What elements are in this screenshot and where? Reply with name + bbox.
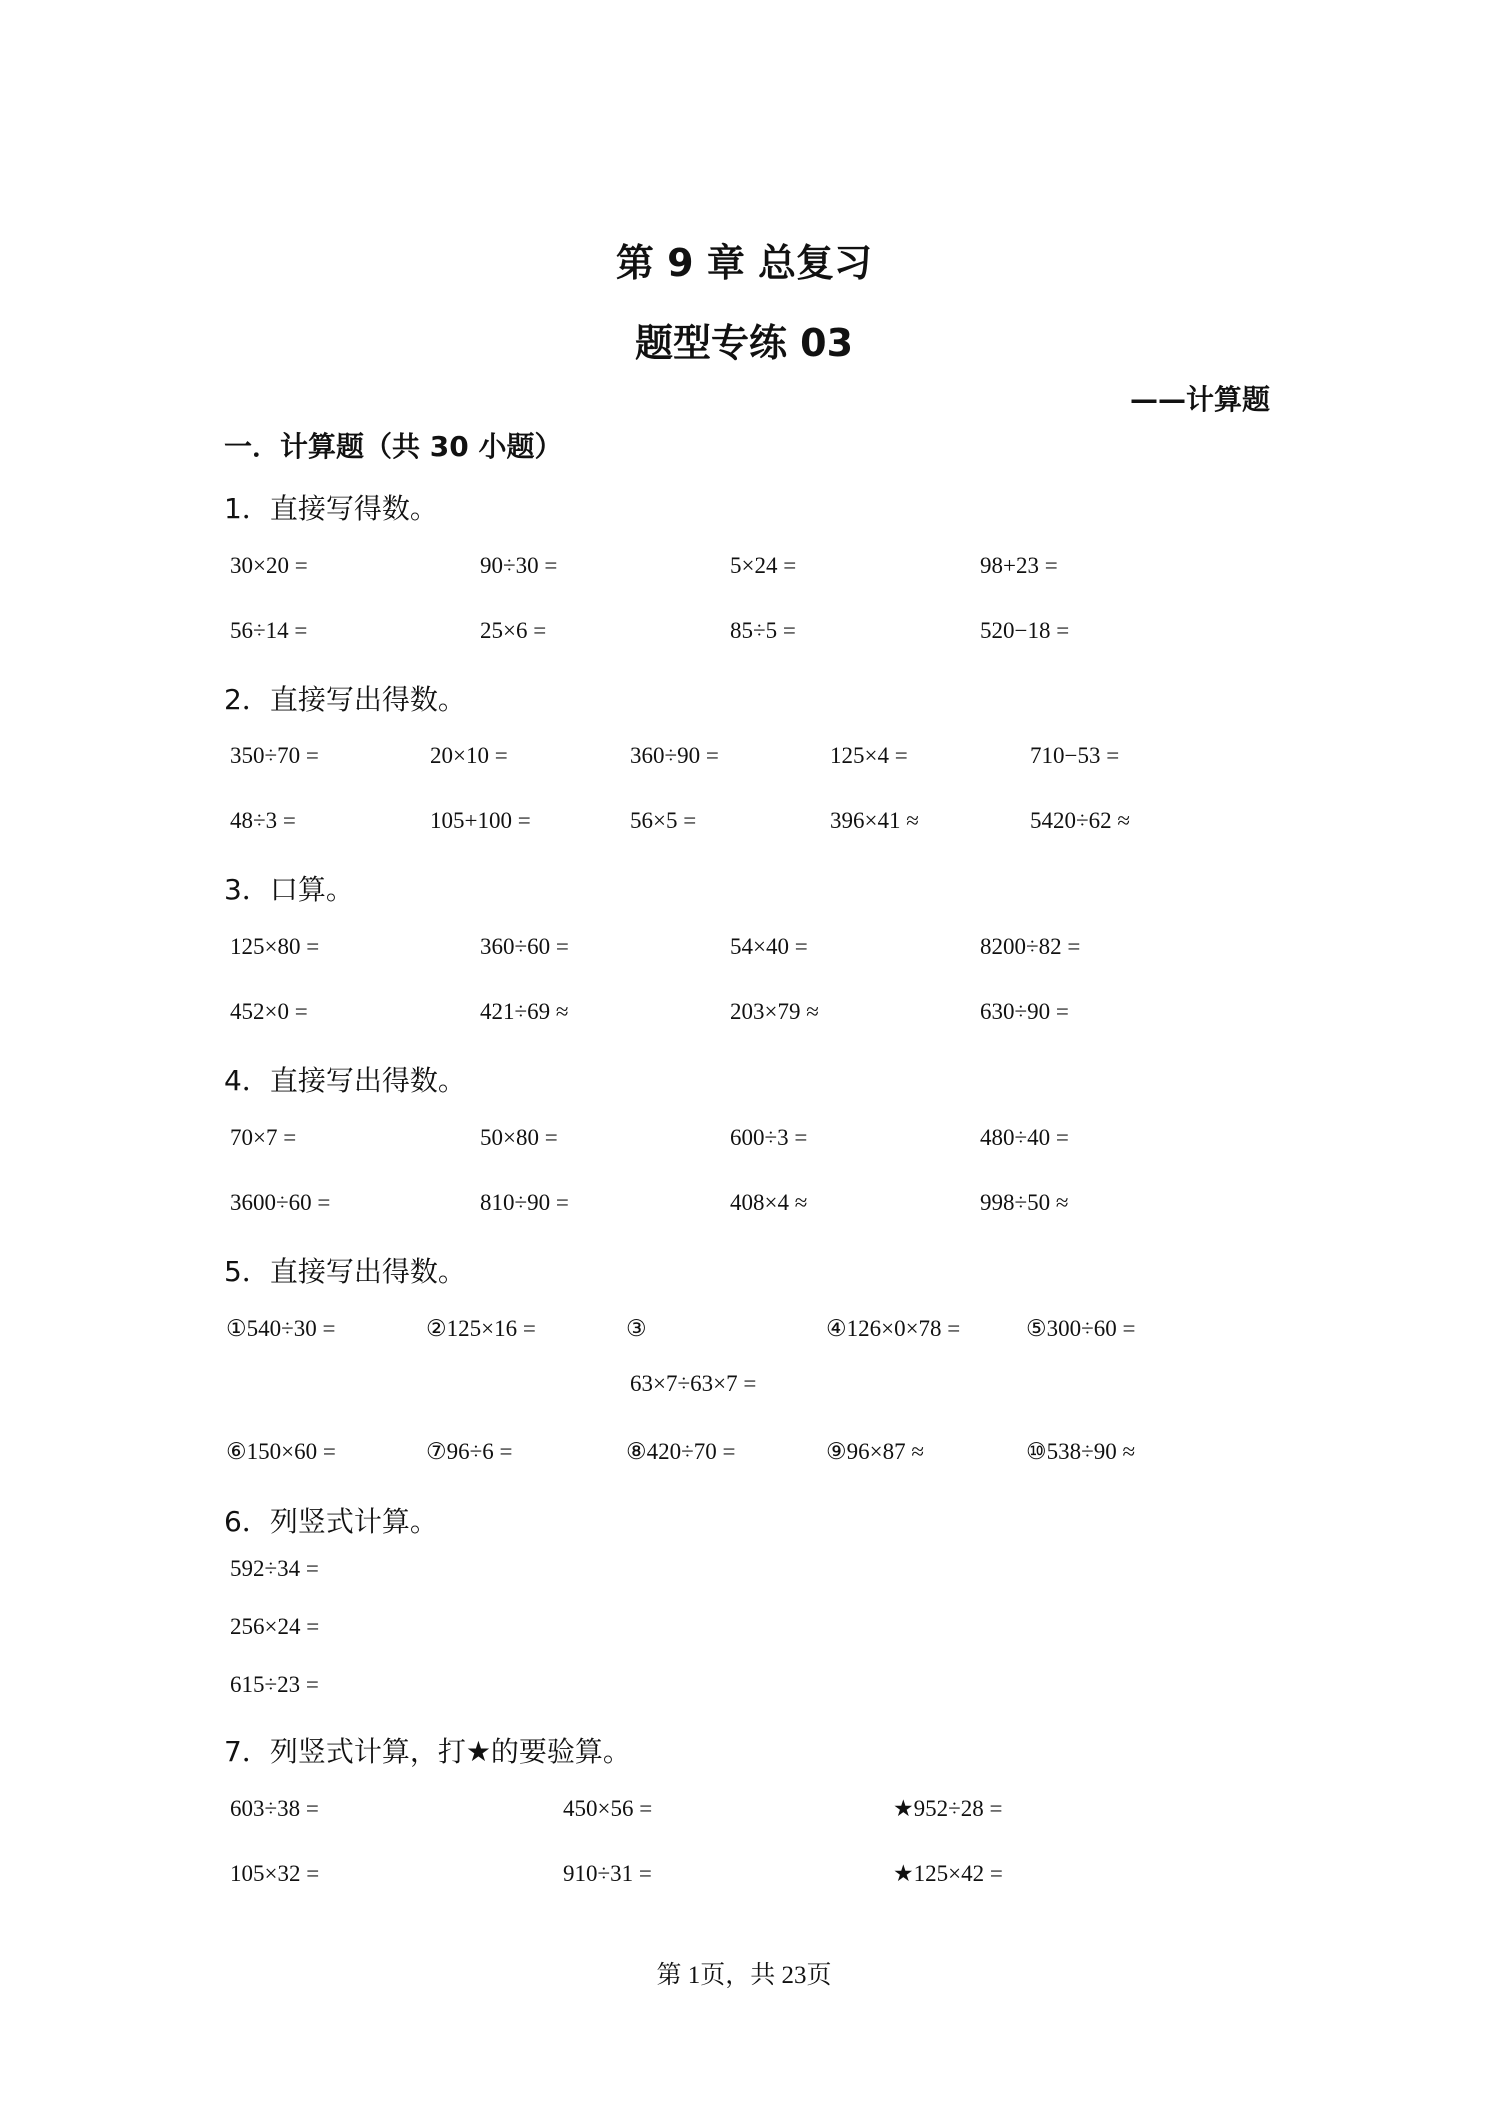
chapter-title: 第 9 章 总复习 [615,241,873,285]
expression: 350÷70 = [230,743,319,768]
question-4-label: 4．直接写出得数。 [224,1064,466,1097]
expression: 5×24 = [730,553,797,578]
expression: 48÷3 = [230,808,296,833]
expression: 450×56 = [563,1796,653,1821]
expression: 360÷60 = [480,934,569,959]
expression: 600÷3 = [730,1125,808,1150]
expression: 125×4 = [830,743,908,768]
expression: ②125×16 = [426,1316,536,1341]
expression: 98+23 = [980,553,1058,578]
expression: ⑩538÷90 ≈ [1026,1439,1136,1464]
expression: ⑦96÷6 = [426,1439,513,1464]
expression: ⑨96×87 ≈ [826,1439,924,1464]
expression: 630÷90 = [980,999,1069,1024]
expression: 480÷40 = [980,1125,1069,1150]
expression: ⑧420÷70 = [626,1439,736,1464]
expression: 396×41 ≈ [830,808,919,833]
expression: 998÷50 ≈ [980,1190,1069,1215]
expression: 710−53 = [1030,743,1120,768]
subtitle: ——计算题 [1129,383,1270,416]
expression: 910÷31 = [563,1861,652,1886]
question-1-label: 1．直接写得数。 [224,492,438,525]
expression: 90÷30 = [480,553,558,578]
expression: 105×32 = [230,1861,320,1886]
expression: 30×20 = [230,553,308,578]
expression: 5420÷62 ≈ [1030,808,1130,833]
expression: ①540÷30 = [226,1316,336,1341]
page-footer: 第 1页，共 23页 [656,1962,832,1989]
expression: 56×5 = [630,808,697,833]
question-5-label: 5．直接写出得数。 [224,1255,466,1288]
expression: 70×7 = [230,1125,297,1150]
expression: 63×7÷63×7 = [630,1371,757,1396]
expression: ⑤300÷60 = [1026,1316,1136,1341]
expression: 421÷69 ≈ [480,999,569,1024]
expression: ★952÷28 = [893,1796,1003,1821]
expression: 8200÷82 = [980,934,1081,959]
section-title: 一．计算题（共 30 小题） [224,430,563,463]
question-2-label: 2．直接写出得数。 [224,683,466,716]
expression: 256×24 = [230,1614,320,1639]
expression: 105+100 = [430,808,531,833]
expression: 54×40 = [730,934,808,959]
expression: 603÷38 = [230,1796,319,1821]
expression: 3600÷60 = [230,1190,331,1215]
expression: 25×6 = [480,618,547,643]
expression: ④126×0×78 = [826,1316,961,1341]
expression: 810÷90 = [480,1190,569,1215]
expression: 408×4 ≈ [730,1190,808,1215]
expression: 203×79 ≈ [730,999,819,1024]
expression: 50×80 = [480,1125,558,1150]
expression: 615÷23 = [230,1672,319,1697]
practice-title: 题型专练 03 [634,321,854,365]
expression: 592÷34 = [230,1556,319,1581]
question-3-label: 3．口算。 [224,873,354,906]
expression: 520−18 = [980,618,1070,643]
expression: 56÷14 = [230,618,308,643]
expression: 452×0 = [230,999,308,1024]
expression: 125×80 = [230,934,320,959]
question-6-label: 6．列竖式计算。 [224,1505,438,1538]
question-7-label: 7．列竖式计算，打★的要验算。 [224,1735,631,1768]
expression: ⑥150×60 = [226,1439,336,1464]
expression: 85÷5 = [730,618,796,643]
expression: ★125×42 = [893,1861,1003,1886]
expression: 360÷90 = [630,743,719,768]
expression: ③ [626,1316,647,1341]
expression: 20×10 = [430,743,508,768]
